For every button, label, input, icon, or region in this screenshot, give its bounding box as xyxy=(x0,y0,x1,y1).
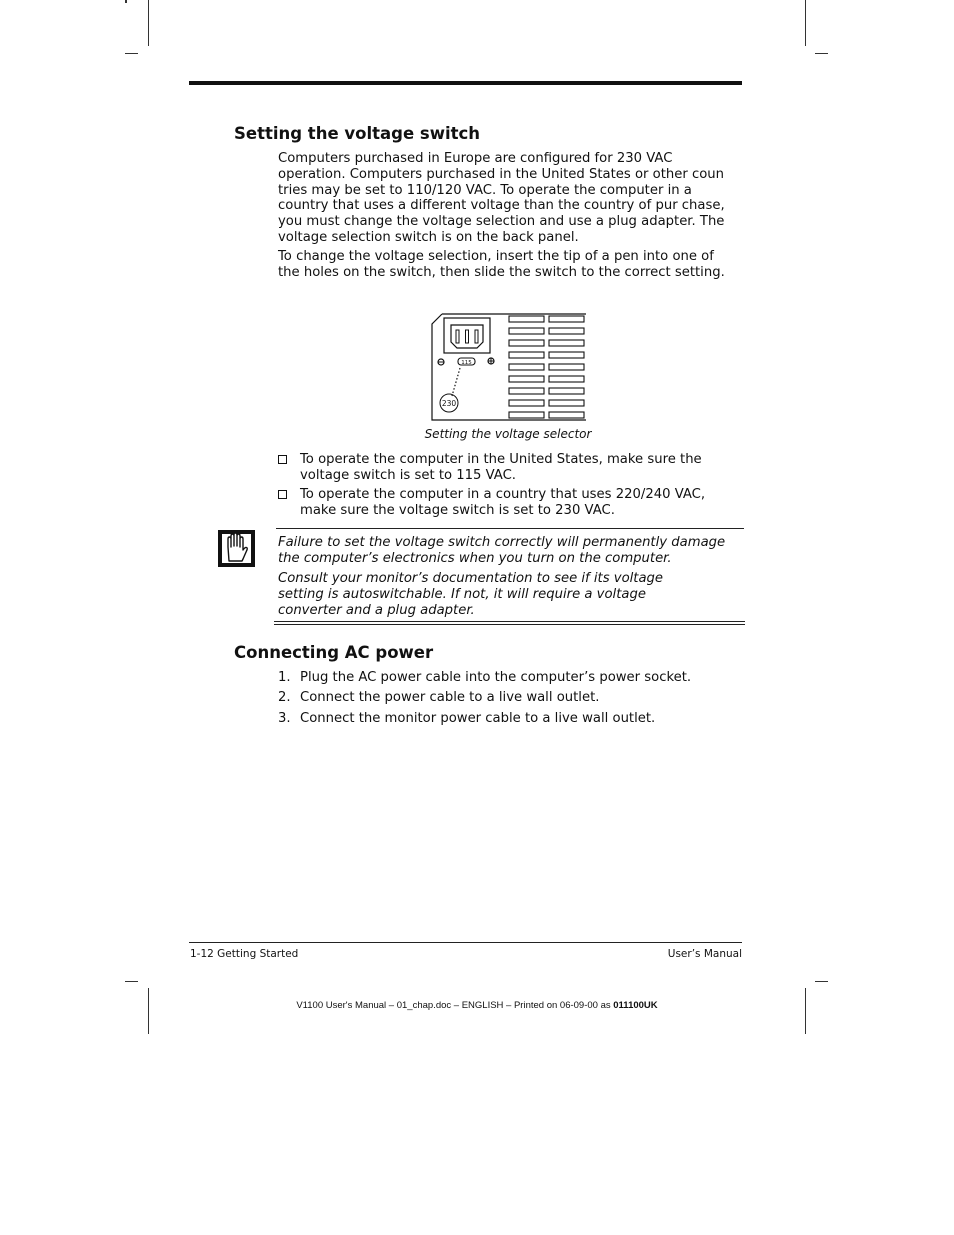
list-item xyxy=(278,452,738,484)
crop-mark xyxy=(805,0,806,46)
footer-left: 1-12 Getting Started xyxy=(190,948,299,960)
crop-mark xyxy=(148,0,149,46)
step-text: Connect the monitor power cable to a live wall outlet. xyxy=(300,711,656,726)
print-info-line xyxy=(0,1000,954,1011)
vent-slots xyxy=(509,316,584,418)
crop-mark xyxy=(125,53,138,54)
bullet-text: To operate the computer in the United States, make sure the voltage switch is set to 115 VAC. xyxy=(300,452,702,483)
header-rule xyxy=(189,81,742,85)
warning-text: Consult your monitor’s documentation to see if its voltage setting is autoswitchable. If not, it will require a voltage converter and a plug adapter. xyxy=(278,571,664,618)
voltage-callout-label: 230 xyxy=(441,399,457,408)
checkbox-bullet-icon xyxy=(278,455,287,464)
bullet-text: To operate the computer in a country that uses 220/240 VAC, make sure the voltage switch is set to 230 VAC. xyxy=(300,487,706,518)
step-number: 3. xyxy=(278,711,291,726)
step-text: Plug the AC power cable into the computer’s power socket. xyxy=(300,670,692,685)
print-info-code: 011100UK xyxy=(613,1000,658,1011)
voltage-selector-figure xyxy=(428,310,588,424)
step-number: 2. xyxy=(278,690,291,705)
figure-caption: Setting the voltage selector xyxy=(424,427,592,441)
paragraph: Computers purchased in Europe are configured for 230 VAC operation. Computers purchased in the United States or other coun tries may be set to 110/120 VAC. To operate the computer in a country that uses a different voltage than the country of pur chase, you must change the voltage selection and use a plug adapter. The voltage selection switch is on the back panel. xyxy=(278,151,725,245)
footer-rule xyxy=(189,942,742,943)
crop-mark xyxy=(125,0,127,3)
footer-right: User’s Manual xyxy=(667,948,742,960)
warning-text: Failure to set the voltage switch correctly will permanently damage the computer’s electronics when you turn on the computer. xyxy=(278,535,726,566)
voltage-switch-label: 115 xyxy=(461,360,472,366)
paragraph: To change the voltage selection, insert the tip of a pen into one of the holes on the switch, then slide the switch to the correct setting. xyxy=(278,249,725,280)
list-item xyxy=(278,670,738,686)
list-item xyxy=(278,690,738,706)
section-heading-voltage: Setting the voltage switch xyxy=(234,124,481,143)
crop-mark xyxy=(805,988,806,1034)
warning-bottom-rule xyxy=(274,621,745,625)
hand-stop-icon xyxy=(218,530,255,567)
crop-mark xyxy=(125,981,138,982)
step-number: 1. xyxy=(278,670,291,685)
section-heading-ac-power: Connecting AC power xyxy=(234,643,434,662)
crop-mark xyxy=(815,53,828,54)
crop-mark xyxy=(815,981,828,982)
checkbox-bullet-icon xyxy=(278,490,287,499)
list-item xyxy=(278,711,738,727)
crop-mark xyxy=(148,988,149,1034)
print-info-text: V1100 User's Manual – 01_chap.doc – ENGLISH – Printed on 06-09-00 as xyxy=(296,1000,614,1011)
list-item xyxy=(278,487,738,519)
step-text: Connect the power cable to a live wall outlet. xyxy=(300,690,600,705)
warning-top-rule xyxy=(276,528,744,529)
